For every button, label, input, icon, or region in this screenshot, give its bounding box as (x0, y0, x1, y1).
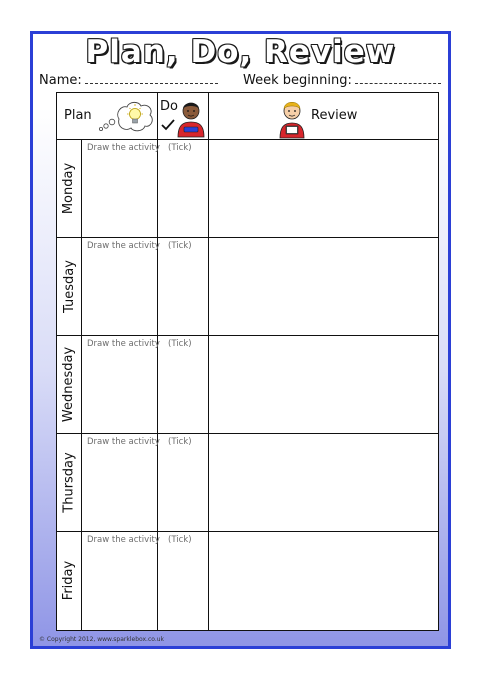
plan-hint: Draw the activity (87, 241, 160, 251)
row-divider (57, 335, 438, 336)
plan-hint: Draw the activity (87, 437, 160, 447)
day-label-thursday: Thursday (61, 451, 77, 513)
day-label-friday: Friday (61, 560, 77, 600)
do-header: Do (160, 99, 178, 114)
name-field (39, 72, 218, 88)
week-field (243, 72, 441, 88)
child-with-tick-icon (175, 97, 207, 137)
worksheet (30, 31, 451, 649)
row-divider (57, 433, 438, 434)
child-writing-icon (277, 96, 307, 138)
plan-do-review-table (56, 92, 439, 631)
do-hint: (Tick) (168, 143, 192, 153)
day-label-wednesday: Wednesday (61, 346, 77, 422)
page-title: Plan, Do, Review (85, 34, 396, 70)
do-hint: (Tick) (168, 339, 192, 349)
review-header: Review (311, 108, 358, 123)
week-label: Week beginning: (243, 73, 352, 88)
day-label-monday: Monday (61, 162, 77, 214)
plan-header: Plan (64, 108, 92, 123)
do-hint: (Tick) (168, 241, 192, 251)
plan-hint: Draw the activity (87, 339, 160, 349)
header-divider (57, 139, 438, 140)
copyright-notice: © Copyright 2012, www.sparklebox.co.uk (39, 636, 165, 643)
plan-hint: Draw the activity (87, 535, 160, 545)
do-hint: (Tick) (168, 437, 192, 447)
name-label: Name: (39, 73, 82, 88)
do-hint: (Tick) (168, 535, 192, 545)
plan-hint: Draw the activity (87, 143, 160, 153)
tick-icon (161, 119, 175, 131)
day-column-divider (81, 139, 82, 630)
row-divider (57, 531, 438, 532)
week-blank[interactable] (355, 72, 441, 84)
day-label-tuesday: Tuesday (61, 259, 77, 313)
name-blank[interactable] (85, 72, 218, 84)
column-divider (208, 93, 209, 630)
lightbulb-thought-icon (97, 99, 155, 135)
row-divider (57, 237, 438, 238)
column-divider (157, 93, 158, 630)
